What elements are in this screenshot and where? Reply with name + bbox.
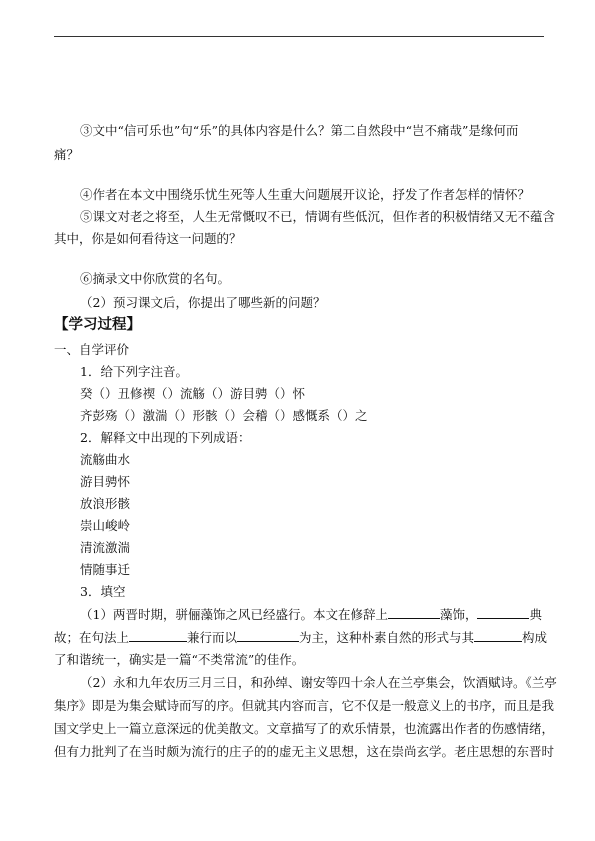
idiom-item: 情随事迁: [80, 562, 131, 577]
answer-blank[interactable]: [477, 606, 529, 619]
fill-text: 构成: [522, 630, 548, 645]
fill-text: 为主，这种朴素自然的形式与其: [299, 630, 475, 645]
item3-title: 3．填空: [80, 584, 126, 599]
pinyin-row-1: 癸（）丑修禊（）流觞（）游目骋（）怀: [80, 386, 306, 401]
fill-text: 兼行而以: [187, 630, 238, 645]
header-rule: [54, 36, 544, 37]
fill-text: 典: [529, 607, 542, 622]
fill-text: 藻饰，: [439, 607, 478, 622]
answer-blank[interactable]: [388, 606, 440, 619]
answer-blank[interactable]: [129, 629, 187, 642]
item2-title: 2．解释文中出现的下列成语：: [80, 430, 251, 445]
answer-blank[interactable]: [237, 629, 299, 642]
fill-text: 故；在句法上: [54, 630, 130, 645]
idiom-item: 放浪形骸: [80, 496, 131, 511]
pinyin-row-2: 齐彭殇（）激湍（）形骸（）会稽（）感慨系（）之: [80, 408, 368, 423]
part1-title: 一、自学评价: [54, 342, 130, 357]
question-3-line1: ③文中“信可乐也”句“乐”的具体内容是什么？第二自然段中“岂不痛哉”是缘何而: [80, 123, 519, 138]
question-5-line1: ⑤课文对老之将至，人生无常慨叹不已，情调有些低沉，但作者的积极情绪又无不蕴含: [80, 209, 556, 224]
fill-text: （1）两晋时期，骈俪藻饰之风已经盛行。本文在修辞上: [80, 607, 388, 622]
fill-1-line1: [80, 606, 542, 623]
question-5-line2: 其中，你是如何看待这一问题的？: [54, 231, 242, 246]
fill-2-line4: 但有力批判了在当时颇为流行的庄子的的虚无主义思想，这在崇尚玄学。老庄思想的东晋时: [54, 744, 555, 759]
question-3-line2: 痛？: [54, 147, 80, 162]
idiom-item: 流觞曲水: [80, 452, 131, 467]
idiom-item: 清流激湍: [80, 540, 131, 555]
idiom-item: 游目骋怀: [80, 474, 131, 489]
section-heading: 【学习过程】: [54, 316, 141, 333]
idiom-item: 崇山峻岭: [80, 518, 131, 533]
fill-1-line2: [54, 629, 547, 646]
question-4: ④作者在本文中围绕乐忧生死等人生重大问题展开议论，抒发了作者怎样的情怀？: [80, 187, 531, 202]
fill-2-line2: 集序》即是为集会赋诗而写的序。但就其内容而言，它不仅是一般意义上的书序，而且是我: [54, 698, 555, 713]
fill-2-line3: 国文学史上一篇立意深远的优美散文。文章描写了的欢乐情景，也流露出作者的伤感情绪，: [54, 721, 555, 736]
fill-1-line3: 了和谐统一，确实是一篇“不类常流”的佳作。: [54, 652, 305, 667]
answer-blank[interactable]: [474, 629, 522, 642]
question-2: （2）预习课文后，你提出了哪些新的问题？: [80, 295, 326, 310]
item1-title: 1．给下列字注音。: [80, 364, 188, 379]
question-6: ⑥摘录文中你欣赏的名句。: [80, 271, 231, 286]
fill-2-line1: （2）永和九年农历三月三日，和孙绰、谢安等四十余人在兰亭集会，饮酒赋诗。《兰亭: [80, 675, 557, 690]
